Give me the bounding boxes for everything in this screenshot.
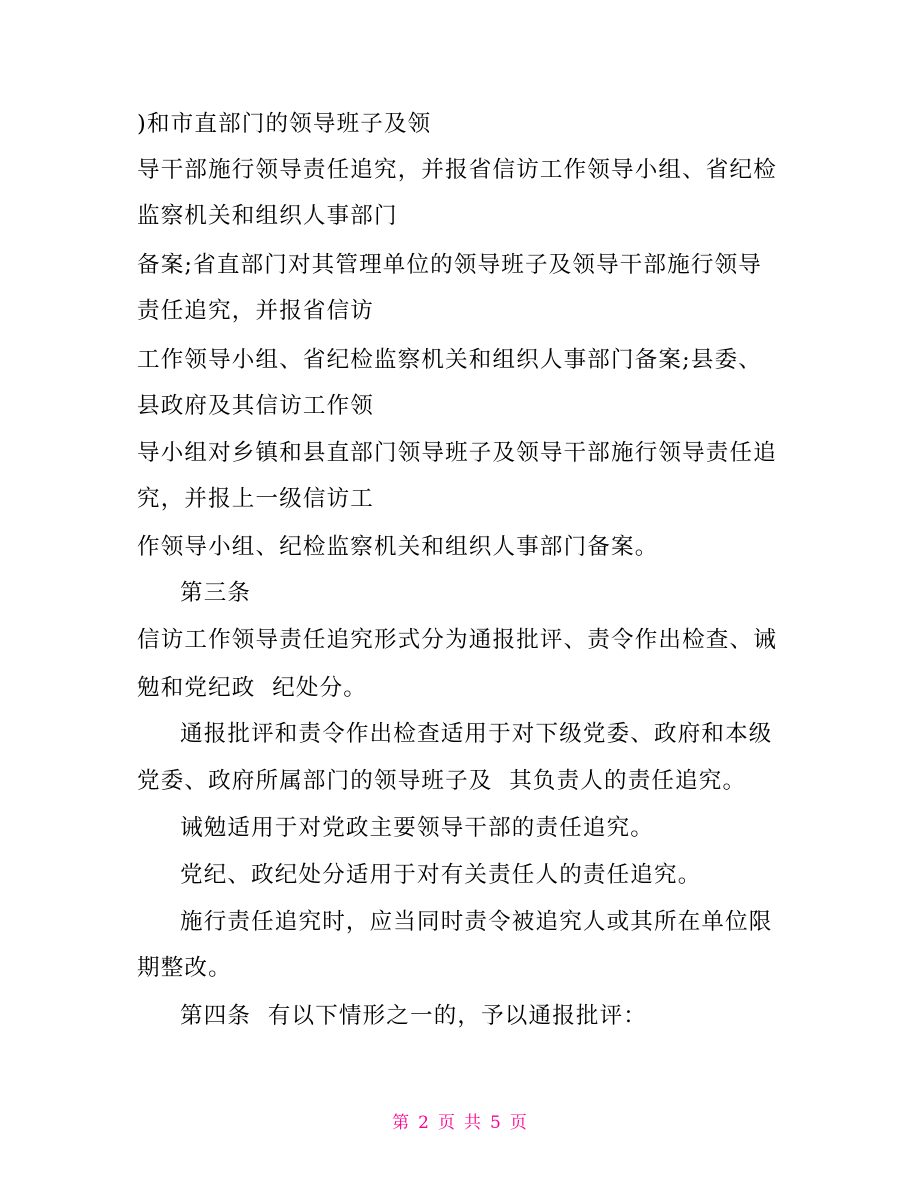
text-line: 勉和党纪政 纪处分。: [137, 675, 368, 701]
text-line: 诫勉适用于对党政主要领导干部的责任追究。: [180, 815, 655, 841]
text-line: 信访工作领导责任追究形式分为通报批评、责令作出检查、诫: [137, 627, 777, 653]
text-line: 导干部施行领导责任追究，并报省信访工作领导小组、省纪检: [137, 157, 777, 183]
text-line: 工作领导小组、省纪检监察机关和组织人事部门备案;县委、: [137, 347, 762, 373]
article-heading: 第四条 有以下情形之一的，予以通报批评：: [180, 1003, 648, 1029]
text-line: 期整改。: [137, 955, 232, 981]
footer-total-pages: 5: [490, 1113, 502, 1133]
footer-ye: 页: [438, 1113, 456, 1133]
footer-current-page: 2: [418, 1113, 430, 1133]
text-line: 通报批评和责令作出检查适用于对下级党委、政府和本级: [180, 721, 773, 747]
page-number-footer: [0, 1112, 920, 1134]
text-line: 党纪、政纪处分适用于对有关责任人的责任追究。: [180, 862, 702, 888]
text-line: )和市直部门的领导班子及领: [137, 111, 432, 137]
footer-di: 第: [392, 1113, 411, 1133]
footer-gong: 共: [464, 1113, 482, 1133]
footer-ye2: 页: [509, 1113, 528, 1133]
text-line: 责任追究，并报省信访: [137, 298, 375, 324]
text-line: 监察机关和组织人事部门: [137, 203, 398, 229]
text-line: 施行责任追究时，应当同时责令被追究人或其所在单位限: [180, 909, 773, 935]
text-line: 究，并报上一级信访工: [137, 486, 375, 512]
text-line: 县政府及其信访工作领: [137, 393, 375, 419]
text-line: 备案;省直部门对其管理单位的领导班子及领导干部施行领导: [137, 252, 762, 278]
text-line: 作领导小组、纪检监察机关和组织人事部门备案。: [137, 534, 659, 560]
article-heading: 第三条: [180, 580, 252, 606]
text-line: 导小组对乡镇和县直部门领导班子及领导干部施行领导责任追: [137, 440, 777, 466]
text-line: 党委、政府所属部门的领导班子及 其负责人的责任追究。: [137, 768, 747, 794]
